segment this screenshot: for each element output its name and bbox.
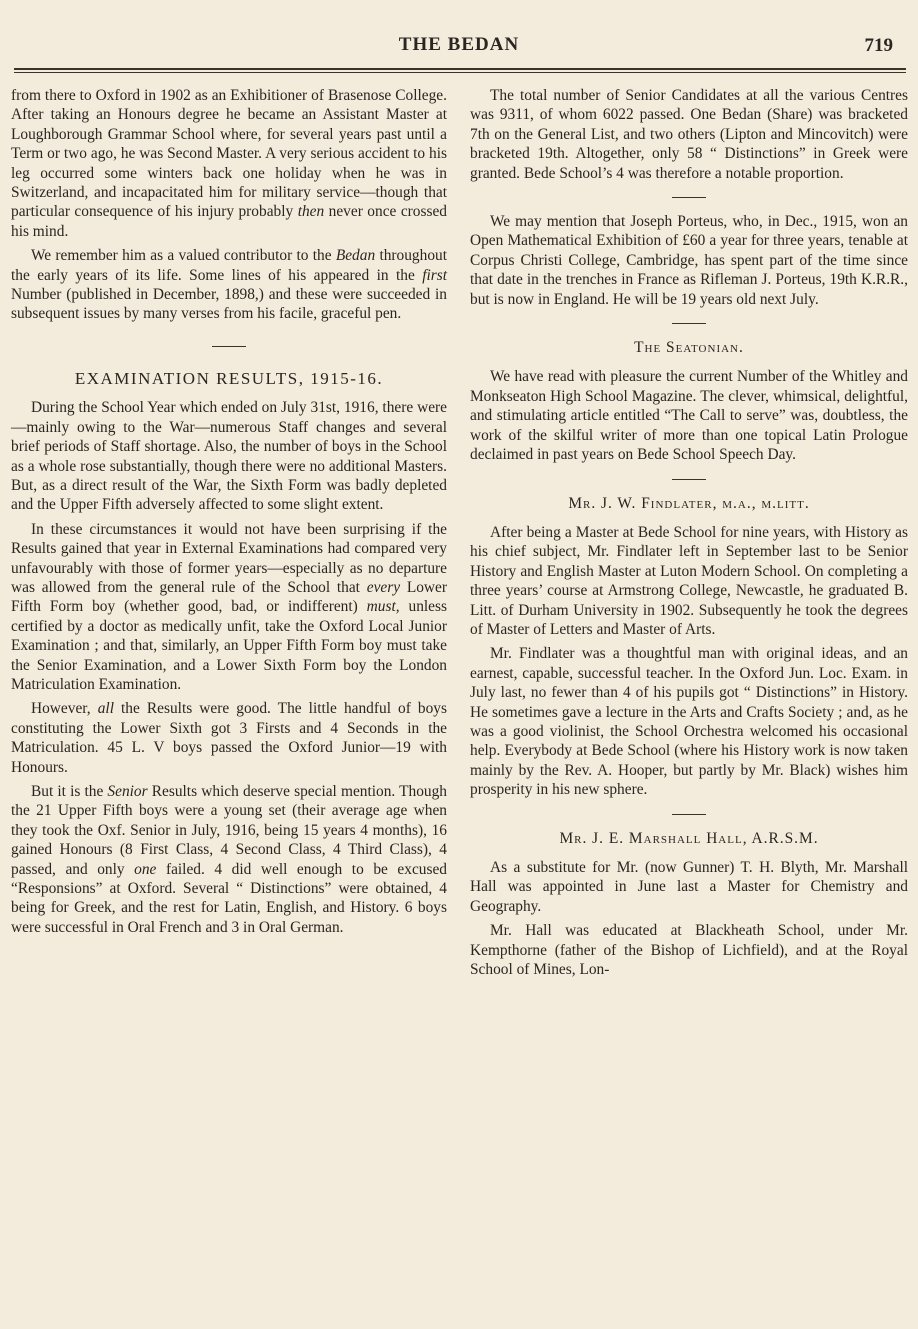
heading-examination-results: EXAMINATION RESULTS, 1915-16. [74,368,384,388]
paragraph-hall-appointment: As a substitute for Mr. (now Gunner) T. H. Blyth, Mr. Marshall Hall was appointed in June last a Master for Chemistry and Geography. [470,859,908,915]
running-head [0,30,918,60]
paragraph-findlater-career: After being a Master at Bede School for nine years, with History as his chief subject, Mr. Findlater left in September last to be Senior History and English Master at Luton Modern School. On completing a three years’ course at Armstrong College, Newcastle, he graduated B. Litt. of Durham University in 1902. Subsequently he took the degrees of Master of Letters and Master of Arts. [470,523,908,638]
page-number: 719 [864,35,893,56]
section-separator [672,479,706,480]
paragraph-senior-candidates: The total number of Senior Candidates at all the various Centres was 9311, of whom 6022 passed. One Bedan (Share) was bracketed 7th on the General List, and two others (Lipton and Mincovitch) were bracketed 19th. Altogether, only 58 “ Distinctions” in Greek were granted. Bede School’s 4 was therefore a notable proportion. [470,87,908,182]
left-column [11,86,447,942]
section-separator [212,346,246,347]
paragraph-hall-education: Mr. Hall was educated at Blackheath School, under Mr. Kempthorne (father of the Bishop of Lichfield), and at the Royal School of Mines, Lon- [470,922,908,979]
paragraph-findlater-character: Mr. Findlater was a thoughtful man with original ideas, and an earnest, capable, successful teacher. In the Oxford Jun. Loc. Exam. in July last, no fewer than 4 of his pupils got “ Distinctions” in History. He sometimes gave a lecture in the Arts and Crafts Society ; and, as he was a good violinist, the School Orchestra welcomed his occasional help. Everybody at Bede School (where his History work is now taken mainly by the Rev. A. Hooper, but partly by Mr. Black) wishes him prosperity in his new sphere. [470,645,908,799]
heading-seatonian: The Seatonian. [634,339,744,357]
paragraph-senior-results: But it is the Senior Results which deserve special mention. Though the 21 Upper Fifth boys were a young set (their average age when they took the Oxf. Senior in July, 1916, being 15 years 4 months), 16 gained Honours (8 First Class, 4 Second Class, 4 Third Class), 4 passed, and only one failed. 4 did well enough to be excused “Responsions” at Oxford. Several “ Distinctions” were obtained, 4 being for Greek, and the rest for Latin, English, and History. 6 boys were successful in Oral French and 3 in Oral German. [11,783,447,936]
heading-marshall-hall: Mr. J. E. Marshall Hall, A.R.S.M. [559,829,819,847]
paragraph-circumstances: In these circumstances it would not have been surprising if the Results gained that year in External Examinations had compared very unfavourably with those of former years—especially as no departure was allowed from the general rule of the School that every Lower Fifth Form boy (whether good, bad, or indifferent) must, unless certified by a doctor as medically unfit, take the Oxford Local Junior Examination ; and that, similarly, an Upper Fifth Form boy must take the Senior Examination, and a Lower Sixth Form boy the London Matriculation Examination. [11,520,447,693]
paragraph-contributor-bedan: We remember him as a valued contributor to the Bedan throughout the early years of its life. Some lines of his appeared in the first Number (published in December, 1898,) and these were succeeded in subsequent issues by many verses from his facile, graceful pen. [11,247,447,323]
paragraph-seatonian: We have read with pleasure the current Number of the Whitley and Monkseaton High School Magazine. The clever, whimsical, delightful, and stimulating article entitled “The Call to serve” was, doubtless, the work of the skilful writer of more than one topical Latin Prologue declaimed in past years on Bede School Speech Day. [470,368,908,464]
paragraph-results-good: However, all the Results were good. The little handful of boys constituting the Lower Sixth got 3 Firsts and 4 Seconds in the Matriculation. 45 L. V boys passed the Oxford Junior—19 with Honours. [11,700,447,776]
header-rule [14,68,906,73]
section-separator [672,197,706,198]
section-separator [672,814,706,815]
paragraph-porteus: We may mention that Joseph Porteus, who, in Dec., 1915, won an Open Mathematical Exhibition of £60 a year for three years, tenable at Corpus Christi College, Cambridge, has spent part of the time since that date in the trenches in France as Rifleman J. Porteus, 19th K.R.R., but is now in England. He will be 19 years old next July. [470,213,908,308]
section-separator [672,323,706,324]
paragraph-contributor-bio: from there to Oxford in 1902 as an Exhibitioner of Brasenose College. After taking an Honours degree he became an Assistant Master at Loughborough Grammar School where, for several years past until a Term or two ago, he was Second Master. A very serious accident to his leg occurred some winters back one holiday when he was in Switzerland, and incapacitated him for military service—though that particular consequence of his injury probably then never once crossed his mind. [11,87,447,240]
paragraph-school-year: During the School Year which ended on July 31st, 1916, there were—mainly owing to the War—numerous Staff changes and several brief periods of Staff shortage. Also, the number of boys in the School as a whole rose substantially, though there were no additional Masters. But, as a direct result of the War, the Sixth Form was badly depleted and the Upper Fifth adversely affected to some slight extent. [11,399,447,514]
right-column [470,86,908,984]
running-title: THE BEDAN [398,34,520,55]
heading-findlater: Mr. J. W. Findlater, m.a., m.litt. [568,494,810,512]
